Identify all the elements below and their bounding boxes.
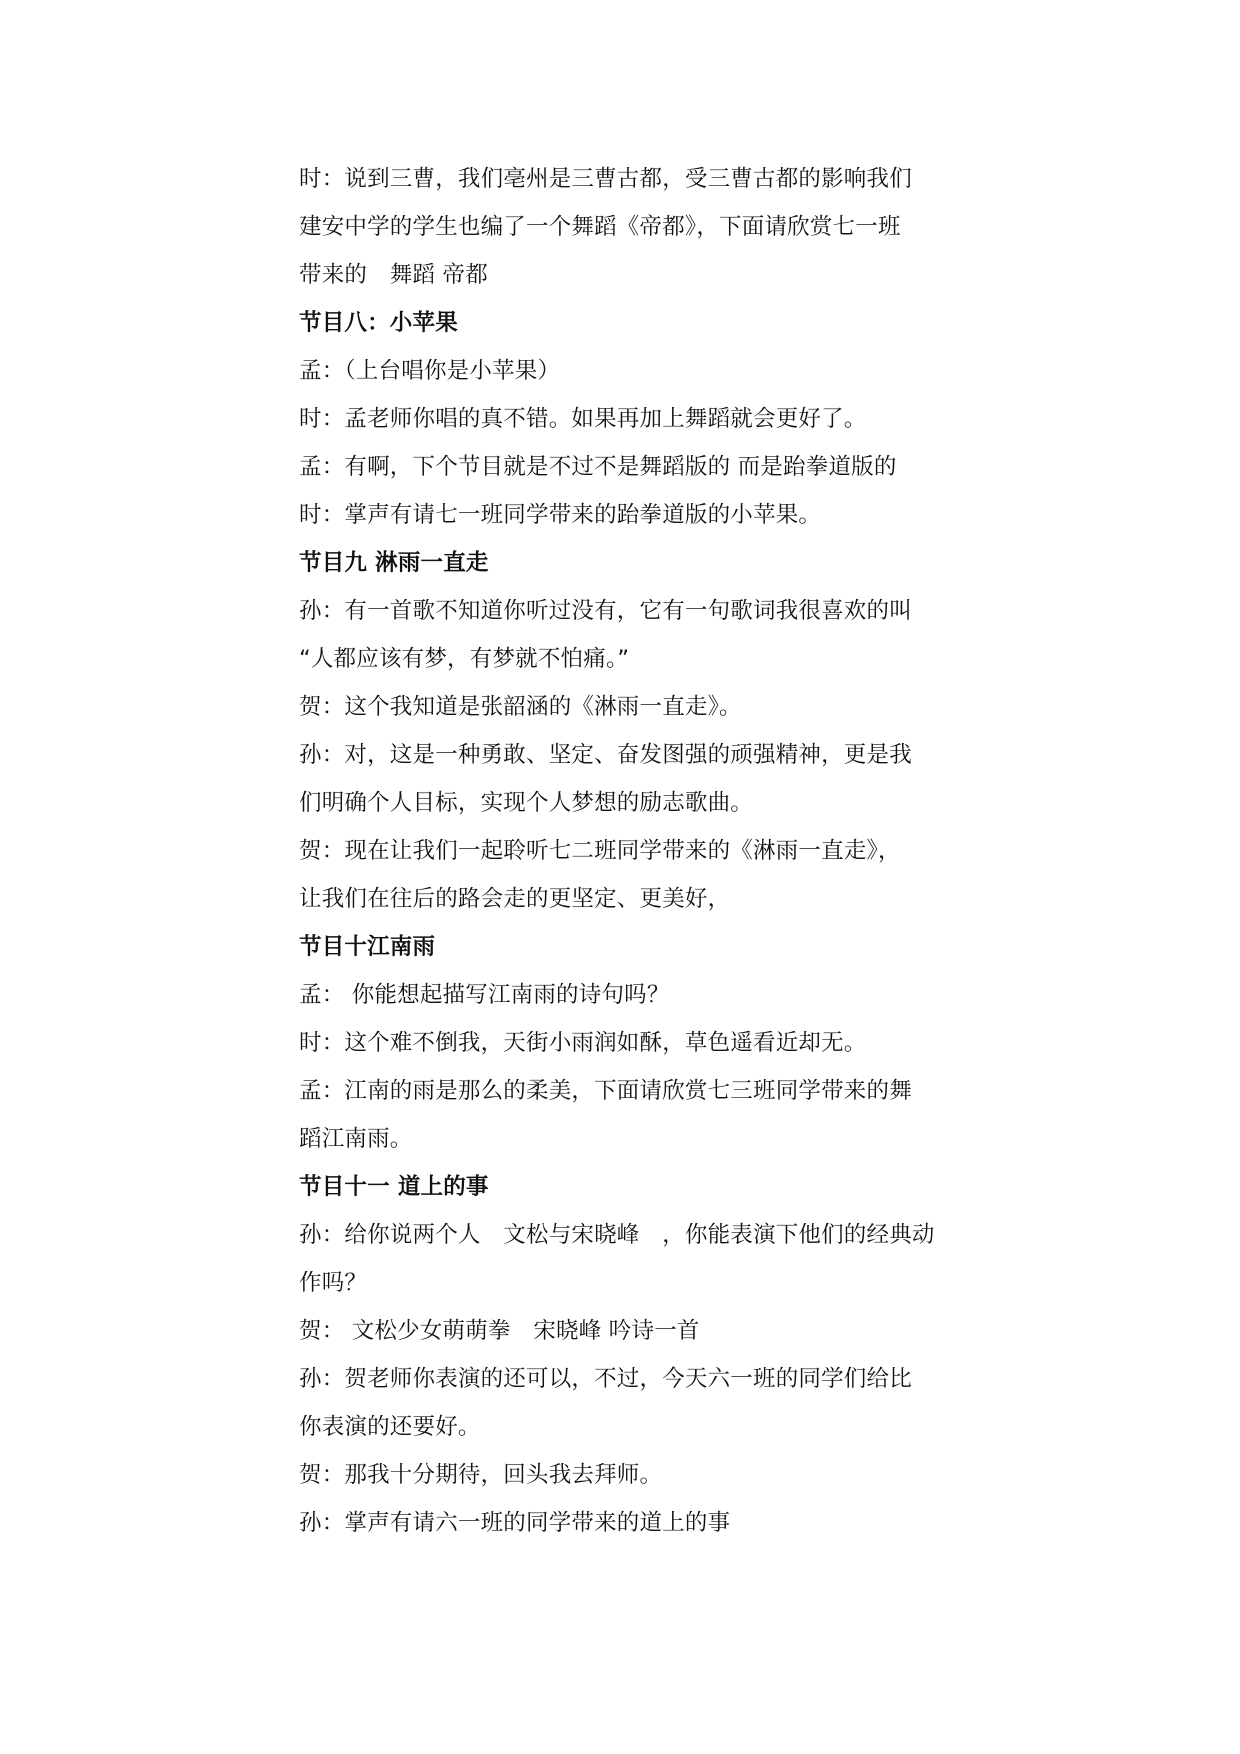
script-line: 孙：有一首歌不知道你听过没有，它有一句歌词我很喜欢的叫 bbox=[299, 598, 912, 624]
document-body bbox=[299, 155, 959, 1547]
program-heading: 节目十一 道上的事 bbox=[299, 1174, 489, 1200]
script-line: 孟：江南的雨是那么的柔美，下面请欣赏七三班同学带来的舞 bbox=[299, 1078, 912, 1104]
script-line: 时：这个难不倒我，天街小雨润如酥，草色遥看近却无。 bbox=[299, 1030, 867, 1056]
program-heading: 节目十江南雨 bbox=[299, 934, 436, 960]
script-line: 孟：有啊，下个节目就是不过不是舞蹈版的 而是跆拳道版的 bbox=[299, 454, 897, 480]
script-line: 让我们在往后的路会走的更坚定、更美好， bbox=[299, 886, 731, 912]
script-line: 时：说到三曹，我们亳州是三曹古都，受三曹古都的影响我们 bbox=[299, 166, 912, 192]
script-line: 贺：那我十分期待，回头我去拜师。 bbox=[299, 1462, 663, 1488]
program-heading: 节目八：小苹果 bbox=[299, 310, 458, 336]
script-line: 蹈江南雨。 bbox=[299, 1126, 413, 1152]
program-heading: 节目九 淋雨一直走 bbox=[299, 550, 489, 576]
script-line: 孙：贺老师你表演的还可以，不过，今天六一班的同学们给比 bbox=[299, 1366, 912, 1392]
script-line: 时：孟老师你唱的真不错。如果再加上舞蹈就会更好了。 bbox=[299, 406, 867, 432]
script-line: 孟： 你能想起描写江南雨的诗句吗？ bbox=[299, 982, 670, 1008]
script-line: “人都应该有梦，有梦就不怕痛。” bbox=[299, 646, 630, 672]
script-line: 们明确个人目标，实现个人梦想的励志歌曲。 bbox=[299, 790, 754, 816]
script-line: 带来的 舞蹈 帝都 bbox=[299, 262, 488, 288]
script-line: 时：掌声有请七一班同学带来的跆拳道版的小苹果。 bbox=[299, 502, 822, 528]
script-line: 你表演的还要好。 bbox=[299, 1414, 481, 1440]
script-line: 孙：掌声有请六一班的同学带来的道上的事 bbox=[299, 1510, 731, 1536]
script-line: 孙：对，这是一种勇敢、坚定、奋发图强的顽强精神，更是我 bbox=[299, 742, 912, 768]
script-line: 贺：这个我知道是张韶涵的《淋雨一直走》。 bbox=[299, 694, 742, 720]
script-line: 贺： 文松少女萌萌拳 宋晓峰 吟诗一首 bbox=[299, 1318, 700, 1344]
script-line: 建安中学的学生也编了一个舞蹈《帝都》，下面请欣赏七一班 bbox=[299, 214, 901, 240]
script-line: 贺：现在让我们一起聆听七二班同学带来的《淋雨一直走》， bbox=[299, 838, 901, 864]
script-line: 作吗？ bbox=[299, 1270, 368, 1296]
script-line: 孟：（上台唱你是小苹果） bbox=[299, 358, 561, 384]
script-line: 孙：给你说两个人 文松与宋晓峰 ，你能表演下他们的经典动 bbox=[299, 1222, 935, 1248]
